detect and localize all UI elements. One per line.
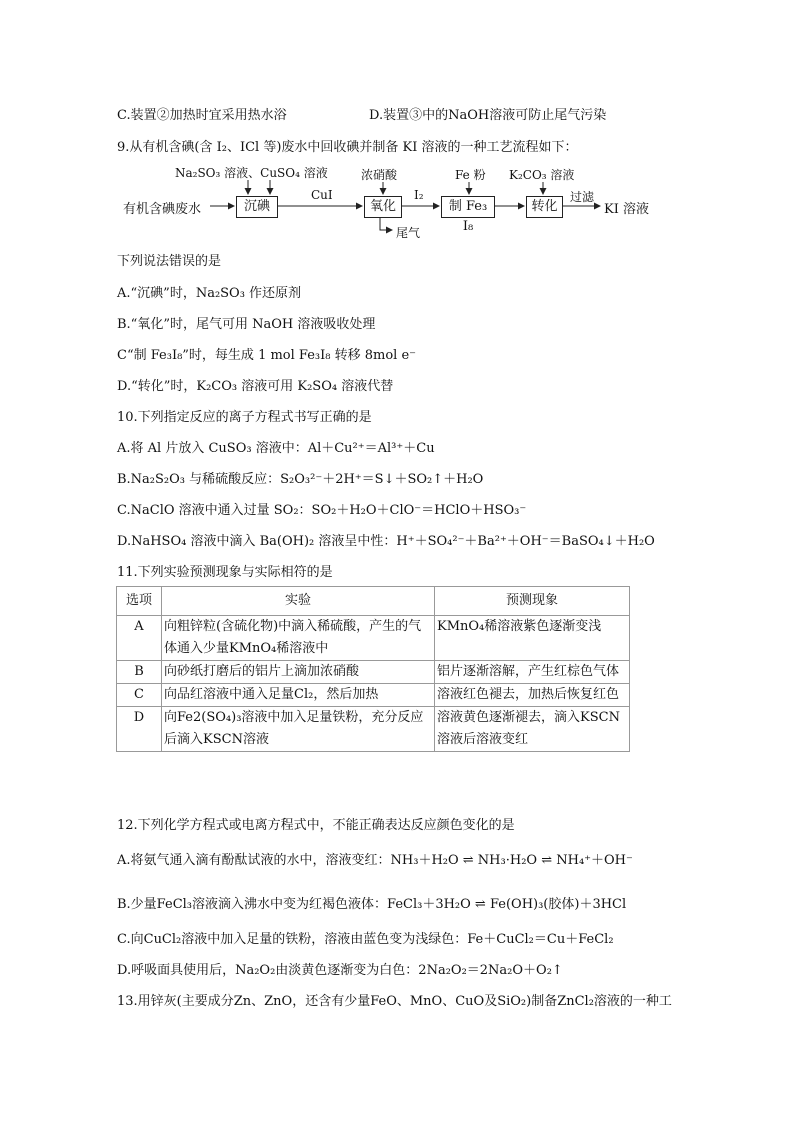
table-header-row [117, 587, 630, 616]
question-9-option-a: A.“沉碘”时，Na₂SO₃ 作还原剂 [117, 286, 302, 301]
question-10-option-c: C.NaClO 溶液中通入过量 SO₂：SO₂＋H₂O＋ClO⁻＝HClO＋HSO₃⁻ [117, 503, 527, 518]
question-12-option-b: B.少量FeCl₃溶液滴入沸水中变为红褐色液体：FeCl₃＋3H₂O ⇌ Fe(OH)₃(胶体)＋3HCl [117, 897, 627, 912]
question-9-option-d: D.“转化”时，K₂CO₃ 溶液可用 K₂SO₄ 溶液代替 [117, 379, 394, 394]
question-9-option-b: B.“氧化”时，尾气可用 NaOH 溶液吸收处理 [117, 317, 376, 332]
question-10-option-d: D.NaHSO₄ 溶液中滴入 Ba(OH)₂ 溶液呈中性：H⁺＋SO₄²⁻＋Ba²⁺＋OH⁻＝BaSO₄↓＋H₂O [117, 534, 655, 549]
table-row [117, 661, 630, 684]
row-experiment: 向品红溶液中通入足量Cl₂，然后加热 [162, 684, 435, 707]
question-10-option-b: B.Na₂S₂O₃ 与稀硫酸反应：S₂O₃²⁻＋2H⁺＝S↓＋SO₂↑＋H₂O [117, 472, 484, 487]
filter-label: 过滤 [570, 190, 595, 204]
row-phenomenon: 溶液红色褪去，加热后恢复红色 [435, 684, 630, 707]
question-9-option-c: C“制 Fe₃I₈”时，每生成 1 mol Fe₃I₈ 转移 8mol e⁻ [117, 348, 417, 363]
question-12-option-c: C.向CuCl₂溶液中加入足量的铁粉，溶液由蓝色变为浅绿色：Fe＋CuCl₂＝Cu＋FeCl₂ [117, 932, 614, 947]
flow-start-label: 有机含碘废水 [123, 202, 202, 217]
question-9-prompt: 下列说法错误的是 [117, 254, 222, 269]
intermediate-cui: CuI [311, 188, 333, 202]
reagent-conc-nitric-acid: 浓硝酸 [361, 168, 398, 182]
flow-end-label: KI 溶液 [604, 202, 649, 217]
row-option: D [117, 707, 162, 752]
row-phenomenon: 溶液黄色逐渐褪去，滴入KSCN溶液后溶液变红 [435, 707, 630, 752]
row-phenomenon: 铝片逐渐溶解，产生红棕色气体 [435, 661, 630, 684]
experiment-table [116, 586, 630, 752]
option-d-text: D.装置③中的NaOH溶液可防止尾气污染 [369, 108, 607, 123]
box-precipitate-iodine: 沉碘 [236, 196, 278, 218]
option-c-text: C.装置②加热时宜采用热水浴 [117, 108, 287, 123]
header-option: 选项 [117, 587, 162, 616]
row-phenomenon: KMnO₄稀溶液紫色逐渐变浅 [435, 616, 630, 661]
question-12-option-a: A.将氨气通入滴有酚酞试液的水中，溶液变红：NH₃＋H₂O ⇌ NH₃·H₂O ⇌ NH₄⁺＋OH⁻ [117, 853, 633, 868]
row-experiment: 向Fe2(SO₄)₃溶液中加入足量铁粉，充分反应后滴入KSCN溶液 [162, 707, 435, 752]
waste-gas-label: 尾气 [396, 226, 421, 240]
question-12-stem: 12.下列化学方程式或电离方程式中，不能正确表达反应颜色变化的是 [117, 818, 515, 833]
question-13-stem: 13.用锌灰(主要成分Zn、ZnO，还含有少量FeO、MnO、CuO及SiO₂)制备ZnCl₂溶液的一种工 [117, 994, 672, 1009]
row-option: B [117, 661, 162, 684]
reagent-na2so3-cuso4: Na₂SO₃ 溶液、CuSO₄ 溶液 [175, 166, 328, 180]
reagent-k2co3: K₂CO₃ 溶液 [509, 168, 575, 182]
box-make-fe3i8: 制 Fe₃ I₈ [441, 196, 495, 218]
header-experiment: 实验 [162, 587, 435, 616]
question-10-stem: 10.下列指定反应的离子方程式书写正确的是 [117, 410, 372, 425]
reagent-fe-powder: Fe 粉 [455, 168, 486, 182]
row-experiment: 向砂纸打磨后的铝片上滴加浓硝酸 [162, 661, 435, 684]
question-11-stem: 11.下列实验预测现象与实际相符的是 [117, 565, 333, 580]
row-experiment: 向粗锌粒(含硫化物)中滴入稀硫酸，产生的气体通入少量KMnO₄稀溶液中 [162, 616, 435, 661]
header-predicted-phenomenon: 预测现象 [435, 587, 630, 616]
question-12-option-d: D.呼吸面具使用后，Na₂O₂由淡黄色逐渐变为白色：2Na₂O₂＝2Na₂O＋O₂↑ [117, 963, 563, 978]
row-option: A [117, 616, 162, 661]
table-row [117, 684, 630, 707]
table-row [117, 616, 630, 661]
box-oxidation: 氧化 [364, 196, 402, 218]
table-row [117, 707, 630, 752]
box-conversion: 转化 [526, 196, 563, 218]
row-option: C [117, 684, 162, 707]
question-9-stem: 9.从有机含碘(含 I₂、ICl 等)废水中回收碘并制备 KI 溶液的一种工艺流程如下： [117, 140, 578, 155]
question-10-option-a: A.将 Al 片放入 CuSO₃ 溶液中：Al＋Cu²⁺＝Al³⁺＋Cu [117, 441, 435, 456]
intermediate-i2: I₂ [414, 188, 424, 202]
